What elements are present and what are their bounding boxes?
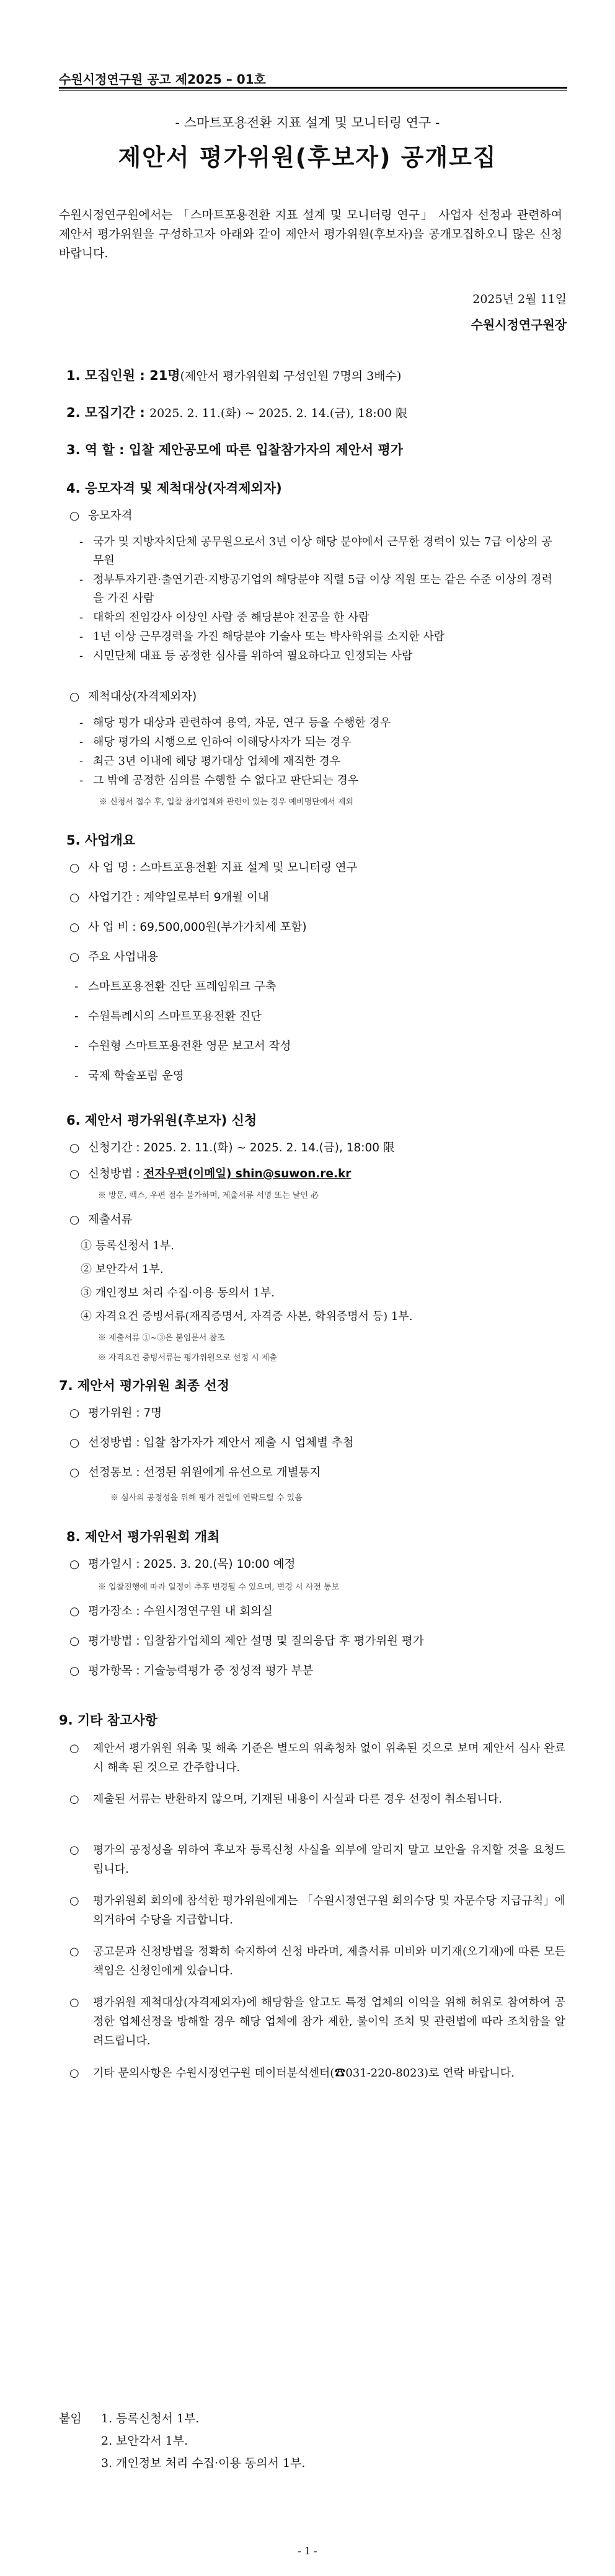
section-recruit-period (66, 403, 407, 421)
document-item: ① 등록신청서 1부. (81, 1239, 174, 1252)
circle-bullet-icon: ○ (69, 1844, 79, 1857)
attachments-label: 붙임 (59, 2412, 82, 2425)
circle-bullet-icon: ○ (69, 1635, 80, 1648)
notice-date: 2025년 2월 11일 (472, 292, 567, 306)
circle-bullet-icon: ○ (69, 690, 80, 703)
document-item: ③ 개인정보 처리 수집·이용 동의서 1부. (81, 1286, 275, 1299)
qualification-item: - 정부투자기관·출연기관·지방공기업의 해당분야 직렬 5급 이상 직원 또는 같은 수준 이상의 경력을 가진 사람 (79, 573, 552, 605)
meeting-item: ○ 평가항목 : 기술능력평가 중 정성적 평가 부분 (69, 1664, 314, 1677)
role-value: 입찰 제안공모에 따른 입찰참가자의 제안서 평가 (128, 442, 404, 457)
application-period: ○ 신청기간 : 2025. 2. 11.(화) ~ 2025. 2. 14.(금), 18:00 限 (69, 1141, 395, 1154)
meeting-date-note: ※ 입찰진행에 따라 일정이 추후 변경될 수 있으며, 변경 시 사전 통보 (98, 1583, 340, 1592)
header-rule-thick (59, 87, 567, 89)
section-heading-meeting: 8. 제안서 평가위원회 개최 (66, 1529, 220, 1544)
attachment-item: 2. 보안각서 1부. (101, 2434, 188, 2448)
section-label: 3. 역 할 : (66, 442, 125, 457)
recruit-count-detail: (제안서 평가위원회 구성인원 7명의 3배수) (180, 369, 402, 383)
meeting-item: ○ 평가방법 : 입찰참가업체의 제안 설명 및 질의응답 후 평가위원 평가 (69, 1635, 424, 1648)
content-item: - 국제 학술포럼 운영 (74, 1070, 184, 1083)
overview-item: ○ 주요 사업내용 (69, 951, 159, 964)
documents-title: ○ 제출서류 (69, 1213, 133, 1226)
meeting-date: ○ 평가일시 : 2025. 3. 20.(목) 10:00 예정 (69, 1558, 296, 1571)
exclusion-item: - 해당 평가의 시행으로 인하여 이해당사자가 되는 경우 (79, 736, 352, 749)
section-heading-overview: 5. 사업개요 (66, 833, 136, 848)
circle-bullet-icon: ○ (69, 861, 80, 874)
qualification-item: - 대학의 전임강사 이상인 사람 중 해당분야 전공을 한 사람 (79, 611, 369, 624)
qualification-item: - 시민단체 대표 등 공정한 심사를 위하여 필요하다고 인정되는 사람 (79, 649, 413, 662)
notes-paragraph: ○ 제출된 서류는 반환하지 않으며, 기재된 내용이 사실과 다른 경우 선정이 취소됩니다. (69, 1790, 565, 1809)
circle-bullet-icon: ○ (69, 1213, 80, 1226)
overview-item: ○ 사 업 비 : 69,500,000원(부가가치세 포함) (69, 921, 307, 934)
content-item: - 스마트포용전환 진단 프레임워크 구축 (74, 980, 277, 993)
application-method: ○ 신청방법 : 전자우편(이메일) shin@suwon.re.kr (69, 1167, 352, 1180)
circle-bullet-icon: ○ (69, 1996, 79, 2009)
documents-note: ※ 자격요건 증빙서류는 평가위원으로 선정 시 제출 (98, 1353, 277, 1363)
application-email-link[interactable]: 전자우편(이메일) shin@suwon.re.kr (143, 1167, 352, 1180)
selection-note: ※ 심사의 공정성을 위해 평가 전일에 연락드릴 수 있음 (110, 1493, 303, 1503)
qualification-title: ○ 응모자격 (69, 509, 133, 522)
overview-item: ○ 사 업 명 : 스마트포용전환 지표 설계 및 모니터링 연구 (69, 861, 358, 874)
selection-item: ○ 평가위원 : 7명 (69, 1407, 162, 1420)
exclusion-item: - 그 밖에 공정한 심의를 수행할 수 없다고 판단되는 경우 (79, 774, 359, 787)
circle-bullet-icon: ○ (69, 1466, 80, 1479)
notes-paragraph: ○ 기타 문의사항은 수원시정연구원 데이터분석센터(☎031-220-8023)로 연락 바랍니다. (69, 2064, 565, 2083)
page-title: 제안서 평가위원(후보자) 공개모집 (118, 144, 497, 171)
section-label: 1. 모집인원 : (66, 368, 145, 383)
exclusion-note: ※ 신청서 접수 후, 입찰 참가업체와 관련이 있는 경우 예비명단에서 제외 (99, 798, 354, 807)
circle-bullet-icon: ○ (69, 891, 80, 904)
exclusion-title: ○ 제척대상(자격제외자) (69, 690, 197, 703)
intro-paragraph: 수원시정연구원에서는 「스마트포용전환 지표 설계 및 모니터링 연구」 사업자 선정과 관련하여 제안서 평가위원을 구성하고자 아래와 같이 제안서 평가위원(후보자)을 공개모집하오니 많은 신청 바랍니다. (59, 208, 562, 260)
section-label: 2. 모집기간 : (66, 405, 145, 420)
qualification-item: - 국가 및 지방자치단체 공무원으로서 3년 이상 해당 분야에서 근무한 경력이 있는 7급 이상의 공무원 (79, 535, 552, 567)
project-subtitle: - 스마트포용전환 지표 설계 및 모니터링 연구 - (175, 115, 440, 130)
circle-bullet-icon: ○ (69, 1793, 79, 1806)
document-item: ② 보안각서 1부. (81, 1263, 164, 1276)
circle-bullet-icon: ○ (69, 1436, 80, 1449)
section-heading-application: 6. 제안서 평가위원(후보자) 신청 (66, 1113, 257, 1128)
circle-bullet-icon: ○ (69, 921, 80, 934)
issuer: 수원시정연구원장 (471, 317, 567, 332)
content-item: - 수원특례시의 스마트포용전환 진단 (74, 1010, 262, 1023)
attachment-item: 3. 개인정보 처리 수집·이용 동의서 1부. (101, 2456, 306, 2470)
meeting-item: ○ 평가장소 : 수원시정연구원 내 회의실 (69, 1605, 273, 1618)
qualification-item: - 1년 이상 근무경력을 가진 해당분야 기술사 또는 박사학위를 소지한 사람 (79, 630, 445, 643)
circle-bullet-icon: ○ (69, 509, 80, 522)
recruit-period: 2025. 2. 11.(화) ~ 2025. 2. 14.(금), 18:00 限 (149, 407, 407, 420)
section-heading-selection: 7. 제안서 평가위원 최종 선정 (59, 1378, 229, 1393)
exclusion-item: - 해당 평가 대상과 관련하여 용역, 자문, 연구 등을 수행한 경우 (79, 716, 391, 729)
notes-paragraph: ○ 제안서 평가위원 위촉 및 해촉 기준은 별도의 위촉청차 없이 위촉된 것으로 보며 제안서 심사 완료시 해촉 된 것으로 간주합니다. (69, 1739, 565, 1777)
exclusion-item: - 최근 3년 이내에 해당 평가대상 업체에 재직한 경우 (79, 755, 341, 768)
circle-bullet-icon: ○ (69, 1558, 80, 1571)
circle-bullet-icon: ○ (69, 1605, 80, 1618)
application-method-note: ※ 방문, 팩스, 우편 접수 불가하며, 제출서류 서명 또는 날인 必 (98, 1191, 319, 1200)
circle-bullet-icon: ○ (69, 1407, 80, 1420)
overview-item: ○ 사업기간 : 계약일로부터 9개월 이내 (69, 891, 269, 904)
circle-bullet-icon: ○ (69, 1167, 80, 1180)
recruit-count: 21명 (149, 368, 180, 383)
section-recruit-count (66, 366, 401, 384)
circle-bullet-icon: ○ (69, 1742, 79, 1755)
content-item: - 수원형 스마트포용전환 영문 보고서 작성 (74, 1040, 291, 1053)
document-item: ④ 자격요건 증빙서류(재직증명서, 자격증 사본, 학위증명서 등) 1부. (81, 1310, 413, 1323)
selection-item: ○ 선정통보 : 선정된 위원에게 유선으로 개별통지 (69, 1466, 321, 1479)
attachment-item: 1. 등록신청서 1부. (101, 2412, 200, 2425)
circle-bullet-icon: ○ (69, 951, 80, 964)
notes-paragraph: ○ 평가위원 제척대상(자격제외자)에 해당함을 알고도 특정 업체의 이익을 위해 허위로 참여하여 공정한 업체선정을 방해할 경우 해당 업체에 참가 제한, 불이익 조치 및 관련법에 따라 조치함을 알려드립니다. (69, 1993, 565, 2051)
circle-bullet-icon: ○ (69, 1894, 79, 1907)
section-heading-notes: 9. 기타 참고사항 (59, 1713, 157, 1728)
notice-number: 수원시정연구원 공고 제2025 – 01호 (59, 72, 266, 87)
circle-bullet-icon: ○ (69, 1945, 79, 1958)
section-heading-qualification: 4. 응모자격 및 제척대상(자격제외자) (66, 481, 282, 496)
notes-paragraph: ○ 공고문과 신청방법을 정확히 숙지하여 신청 바라며, 제출서류 미비와 미기재(오기재)에 따른 모든 책임은 신청인에게 있습니다. (69, 1942, 565, 1980)
documents-note: ※ 제출서류 ①~③은 붙임문서 참조 (98, 1334, 225, 1343)
section-role (66, 440, 403, 459)
notes-paragraph: ○ 평가위원회 회의에 참석한 평가위원에게는 「수원시정연구원 회의수당 및 자문수당 지급규칙」에 의거하여 수당을 지급합니다. (69, 1891, 565, 1930)
circle-bullet-icon: ○ (69, 1664, 80, 1677)
circle-bullet-icon: ○ (69, 2067, 79, 2080)
notes-paragraph: ○ 평가의 공정성을 위하여 후보자 등록신청 사실을 외부에 알리지 말고 보안을 유지할 것을 요청드립니다. (69, 1840, 565, 1879)
selection-item: ○ 선정방법 : 입찰 참가자가 제안서 제출 시 업체별 추첨 (69, 1436, 354, 1449)
circle-bullet-icon: ○ (69, 1141, 80, 1154)
header-rule-thin (59, 90, 567, 91)
page-number: - 1 - (298, 2545, 317, 2557)
